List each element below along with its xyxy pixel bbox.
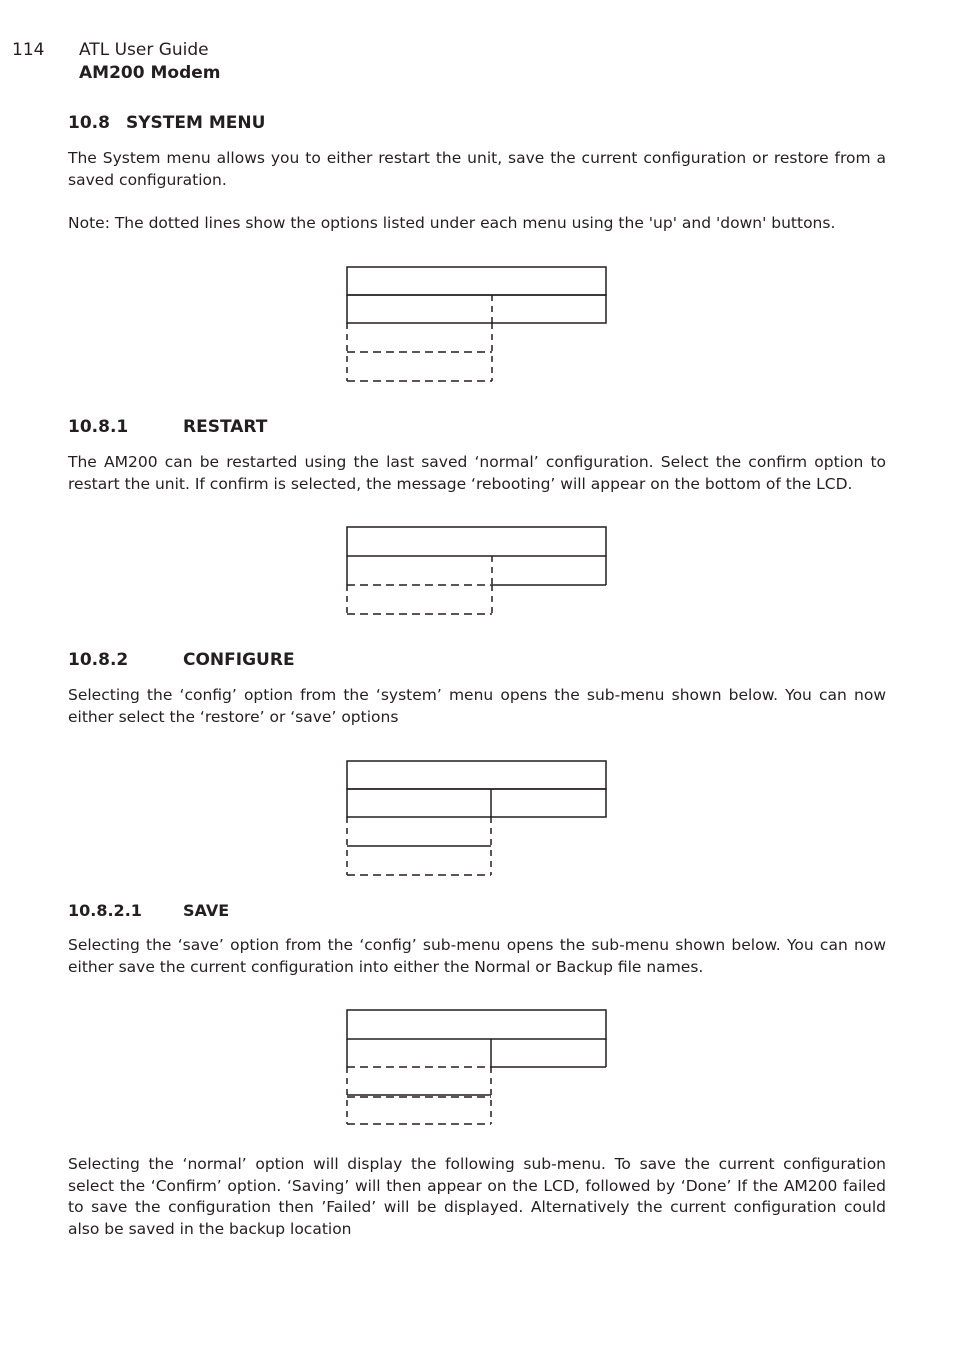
section-number-10-8: 10.8 [68,113,110,133]
section-title-save: SAVE [183,901,230,920]
section-title-configure: CONFIGURE [183,650,295,670]
save-lcd-diagram [344,1008,610,1130]
save-paragraph: Selecting the ‘save’ option from the ‘config’ sub-menu opens the sub-menu shown below. You can now either save the current configuration into either the Normal or Backup file names. [68,936,886,976]
restart-paragraph: The AM200 can be restarted using the last saved ‘normal’ configuration. Select the confirm option to restart the unit. If confirm is selected, the message ‘rebooting’ will appear on the bottom of the LCD. [68,453,886,493]
section-title-restart: RESTART [183,417,268,437]
doc-title: ATL User Guide [79,40,209,60]
save-normal-paragraph: Selecting the ‘normal’ option will display the following sub-menu. To save the current configuration select the ‘Confirm’ option. ‘Saving’ will then appear on the LCD, followed by ‘Done’ If the AM200 failed to save the configuration then ’Failed’ will be displayed. Alternatively the current configuration could also be saved in the backup location [68,1155,886,1238]
restart-lcd-diagram [344,525,610,619]
configure-paragraph: Selecting the ‘config’ option from the ‘system’ menu opens the sub-menu shown below. You can now either select the ‘restore’ or ‘save’ options [68,686,886,726]
section-title-system-menu: SYSTEM MENU [126,113,266,133]
system-menu-note: Note: The dotted lines show the options listed under each menu using the 'up' and 'down' buttons. [68,214,836,232]
section-number-10-8-2: 10.8.2 [68,650,129,670]
system-menu-lcd-diagram [344,264,610,386]
page-number: 114 [12,40,45,60]
configure-lcd-diagram [344,758,610,880]
doc-subtitle: AM200 Modem [79,63,221,83]
section-number-10-8-2-1: 10.8.2.1 [68,901,142,920]
section-number-10-8-1: 10.8.1 [68,417,129,437]
system-menu-paragraph: The System menu allows you to either restart the unit, save the current configuration or restore from a saved configuration. [68,149,886,189]
